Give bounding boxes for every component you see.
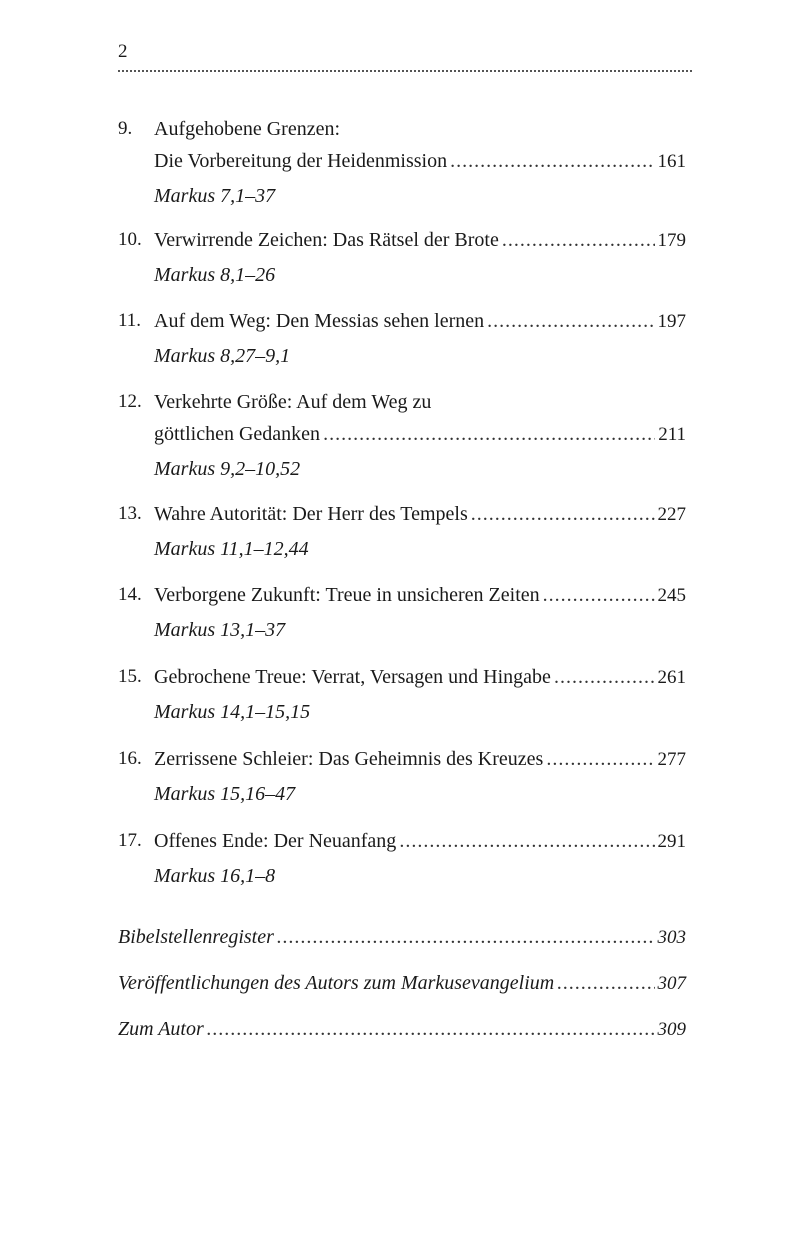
appendix-page-number: 307 xyxy=(657,973,686,994)
chapter-page-number: 277 xyxy=(657,749,686,770)
scripture-reference: Markus 9,2–10,52 xyxy=(154,458,301,480)
chapter-page-number: 161 xyxy=(657,151,686,172)
dot-leader xyxy=(277,921,655,953)
dot-leader xyxy=(543,579,655,611)
chapter-number: 17. xyxy=(118,830,142,851)
dot-leader xyxy=(557,967,654,999)
chapter-page-number: 261 xyxy=(657,667,686,688)
chapter-number: 14. xyxy=(118,584,142,605)
scripture-reference: Markus 16,1–8 xyxy=(154,865,276,887)
chapter-title-leader-line xyxy=(154,579,686,612)
chapter-title-last-line: Verborgene Zukunft: Treue in unsicheren Zeiten xyxy=(154,584,540,606)
chapter-number: 10. xyxy=(118,229,142,250)
dot-leader xyxy=(471,498,655,530)
dot-leader xyxy=(554,661,655,693)
toc-entry xyxy=(118,386,686,485)
chapter-title-last-line: Gebrochene Treue: Verrat, Versagen und Hingabe xyxy=(154,666,551,688)
dot-leader xyxy=(487,305,654,337)
chapter-number: 13. xyxy=(118,503,142,524)
scripture-reference: Markus 8,27–9,1 xyxy=(154,345,291,367)
chapter-title-leader-line xyxy=(154,418,686,451)
chapter-page-number: 179 xyxy=(657,230,686,251)
chapter-title-leader-line xyxy=(154,825,686,858)
scripture-reference: Markus 14,1–15,15 xyxy=(154,701,311,723)
chapter-title-leader-line xyxy=(154,224,686,257)
scripture-reference: Markus 11,1–12,44 xyxy=(154,538,309,560)
scripture-reference: Markus 13,1–37 xyxy=(154,619,286,641)
scripture-reference: Markus 7,1–37 xyxy=(154,185,276,207)
toc-entry xyxy=(118,498,686,565)
dot-leader xyxy=(323,418,655,450)
chapter-title-leader-line xyxy=(154,498,686,531)
dot-leader xyxy=(450,145,654,177)
chapter-page-number: 245 xyxy=(657,585,686,606)
chapter-title-last-line: Zerrissene Schleier: Das Geheimnis des Kreuzes xyxy=(154,748,544,770)
chapter-number: 12. xyxy=(118,391,142,412)
chapter-title-line: Verkehrte Größe: Auf dem Weg zu xyxy=(154,391,432,413)
chapter-number: 11. xyxy=(118,310,142,331)
appendix-title: Zum Autor xyxy=(118,1018,204,1040)
chapter-title-last-line: Wahre Autorität: Der Herr des Tempels xyxy=(154,503,468,525)
page-number: 2 xyxy=(118,41,128,62)
header-dotted-rule xyxy=(118,70,692,72)
dot-leader xyxy=(207,1013,655,1045)
chapter-title-leader-line xyxy=(154,661,686,694)
chapter-page-number: 291 xyxy=(657,831,686,852)
chapter-page-number: 197 xyxy=(657,311,686,332)
appendix-title: Veröffentlichungen des Autors zum Markusevangelium xyxy=(118,972,555,994)
chapter-title-last-line: Offenes Ende: Der Neuanfang xyxy=(154,830,397,852)
chapter-title-last-line: Die Vorbereitung der Heidenmission xyxy=(154,150,448,172)
appendix-page-number: 309 xyxy=(657,1019,686,1040)
appendix-page-number: 303 xyxy=(657,927,686,948)
toc-entry xyxy=(118,825,686,892)
chapter-title-last-line: göttlichen Gedanken xyxy=(154,423,321,445)
chapter-page-number: 211 xyxy=(658,424,686,445)
dot-leader xyxy=(399,825,654,857)
toc-entry xyxy=(118,743,686,810)
appendix-entry xyxy=(118,921,686,954)
chapter-title-last-line: Auf dem Weg: Den Messias sehen lernen xyxy=(154,310,485,332)
appendix-entry xyxy=(118,967,686,1000)
scripture-reference: Markus 15,16–47 xyxy=(154,783,296,805)
toc-entry xyxy=(118,305,686,372)
chapter-title-leader-line xyxy=(154,305,686,338)
dot-leader xyxy=(502,224,655,256)
chapter-title-leader-line xyxy=(154,145,686,178)
toc-entry xyxy=(118,113,686,212)
appendix-entry xyxy=(118,1013,686,1046)
chapter-title-leader-line xyxy=(154,743,686,776)
chapter-number: 16. xyxy=(118,748,142,769)
chapter-page-number: 227 xyxy=(657,504,686,525)
chapter-number: 9. xyxy=(118,118,133,139)
appendix-title: Bibelstellenregister xyxy=(118,926,274,948)
chapter-title-last-line: Verwirrende Zeichen: Das Rätsel der Brote xyxy=(154,229,499,251)
chapter-number: 15. xyxy=(118,666,142,687)
toc-entry xyxy=(118,661,686,728)
scripture-reference: Markus 8,1–26 xyxy=(154,264,276,286)
toc-entry xyxy=(118,224,686,291)
chapter-title-line: Aufgehobene Grenzen: xyxy=(154,118,341,140)
toc-entry xyxy=(118,579,686,646)
dot-leader xyxy=(546,743,654,775)
